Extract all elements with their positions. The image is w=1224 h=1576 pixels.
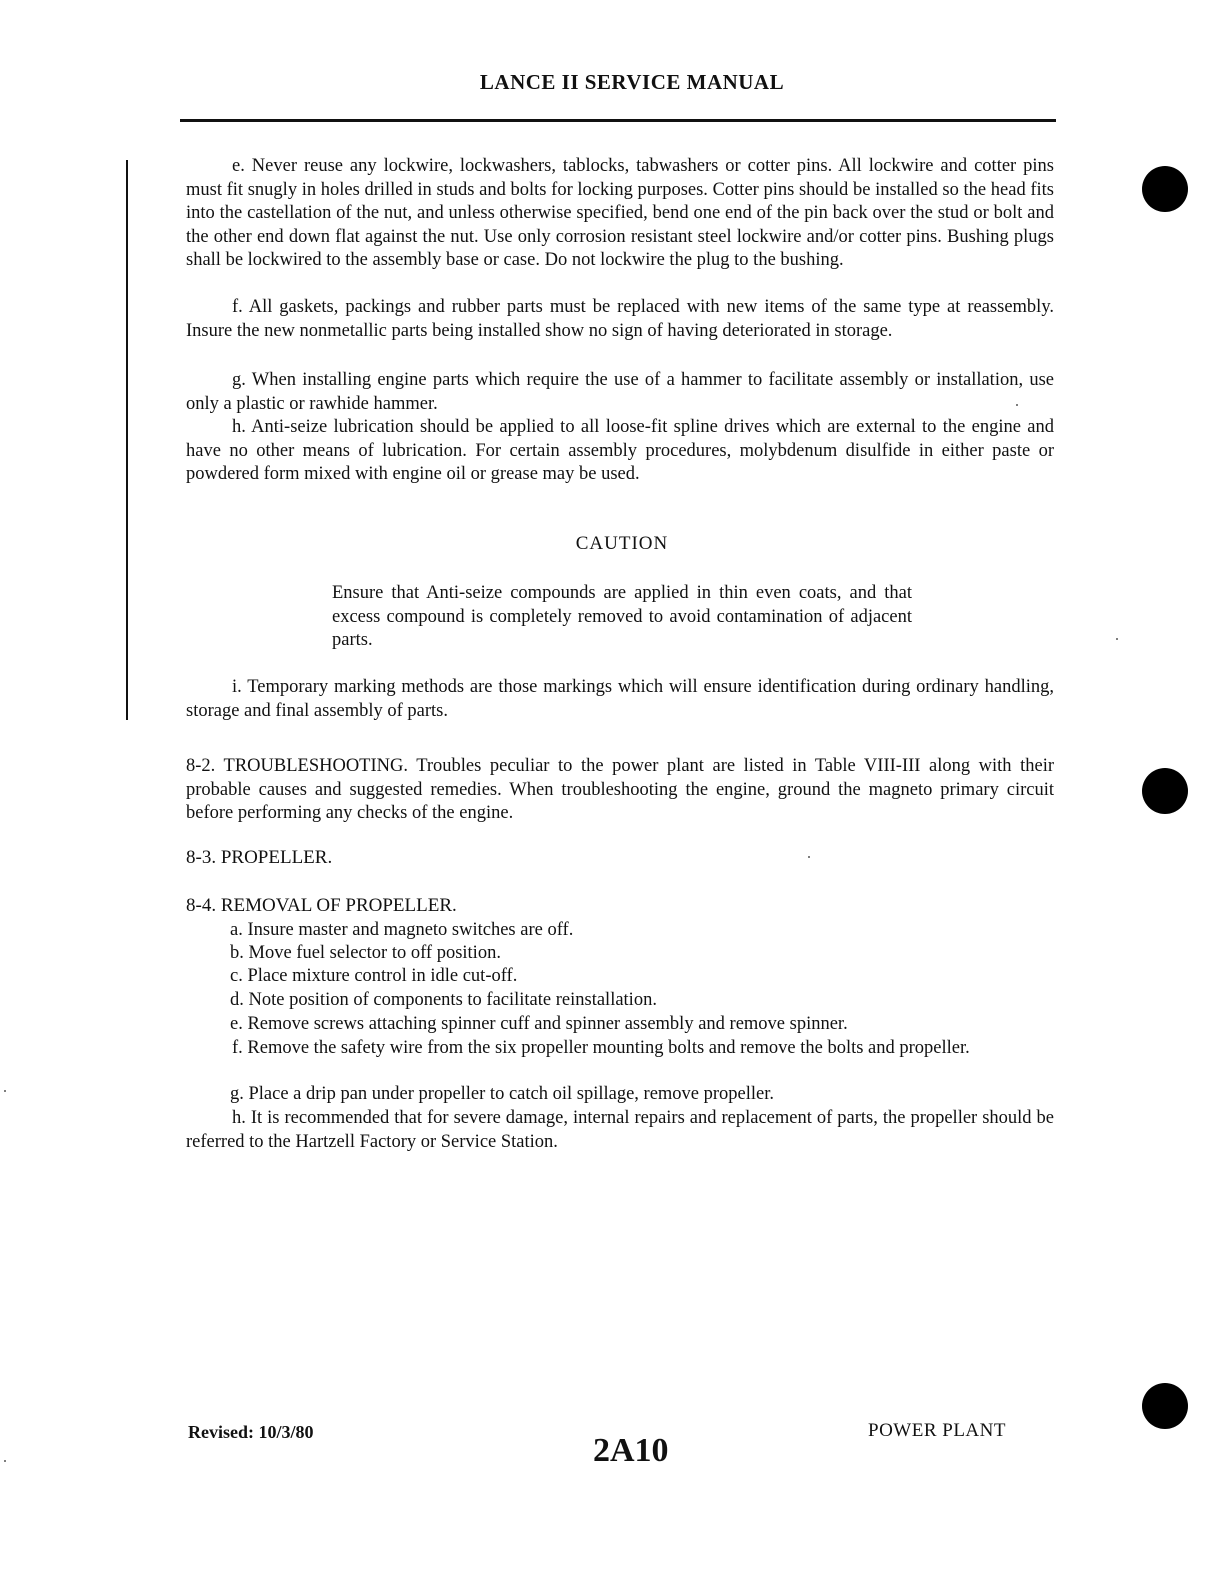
paragraph-e: e. Never reuse any lockwire, lockwashers, tablocks, tabwashers or cotter pins. All lockwire and cotter pins must fit snugly in holes drilled in studs and bolts for locking purposes. Cotter pins should be installed so the head fits into the castellation of the nut, and unless otherwise specified, bend one end of the pin back over the stud or bolt and the other end down flat against the nut. Use only corrosion resistant steel lockwire and/or cotter pins. Bushing plugs shall be lockwired to the assembly base or case. Do not lockwire the plug to the bushing. [186, 156, 1054, 270]
page-title: LANCE II SERVICE MANUAL [479, 70, 785, 94]
list-item: c. Place mixture control in idle cut-off. [230, 966, 518, 986]
paragraph-i: i. Temporary marking methods are those markings which will ensure identification during ordinary handling, storage and final assembly of parts. [186, 677, 1054, 721]
list-item: d. Note position of components to facilitate reinstallation. [230, 990, 657, 1010]
section-removal-of-propeller: 8-4. REMOVAL OF PROPELLER. [186, 895, 457, 916]
paragraph-g: g. When installing engine parts which require the use of a hammer to facilitate assembly or installation, use only a plastic or rawhide hammer. [186, 370, 1054, 414]
footer-page-code: 2A10 [593, 1432, 669, 1469]
binder-hole [1142, 166, 1188, 212]
scan-speck [4, 1460, 6, 1462]
list-item: f. Remove the safety wire from the six propeller mounting bolts and remove the bolts and propeller. [232, 1038, 970, 1058]
scan-speck [4, 1090, 6, 1092]
caution-heading: CAUTION [575, 533, 669, 554]
section-propeller: 8-3. PROPELLER. [186, 847, 333, 868]
scan-speck [1016, 404, 1018, 406]
binder-hole [1142, 1383, 1188, 1429]
change-bar [126, 160, 128, 720]
list-item: g. Place a drip pan under propeller to catch oil spillage, remove propeller. [230, 1084, 775, 1104]
list-item: e. Remove screws attaching spinner cuff and spinner assembly and remove spinner. [230, 1014, 848, 1034]
list-item: h. It is recommended that for severe damage, internal repairs and replacement of parts, the propeller should be referred to the Hartzell Factory or Service Station. [186, 1108, 1054, 1152]
header-rule [180, 119, 1056, 122]
footer-revised-date: Revised: 10/3/80 [188, 1422, 314, 1442]
list-item: b. Move fuel selector to off position. [230, 943, 501, 963]
scan-speck [1116, 638, 1118, 640]
section-troubleshooting: 8-2. TROUBLESHOOTING. Troubles peculiar to the power plant are listed in Table VIII-III along with their probable causes and suggested remedies. When troubleshooting the engine, ground the magneto primary circuit before performing any checks of the engine. [186, 756, 1054, 823]
caution-text: Ensure that Anti-seize compounds are applied in thin even coats, and that excess compound is completely removed to avoid contamination of adjacent parts. [332, 583, 912, 650]
paragraph-h: h. Anti-seize lubrication should be applied to all loose-fit spline drives which are external to the engine and have no other means of lubrication. For certain assembly procedures, molybdenum disulfide in either paste or powdered form mixed with engine oil or grease may be used. [186, 417, 1054, 484]
footer-section: POWER PLANT [868, 1420, 1006, 1441]
list-item: a. Insure master and magneto switches are off. [230, 920, 574, 940]
paragraph-f: f. All gaskets, packings and rubber parts must be replaced with new items of the same type at reassembly. Insure the new nonmetallic parts being installed show no sign of having deteriorated in storage. [186, 297, 1054, 341]
scan-speck [808, 856, 810, 858]
binder-hole [1142, 768, 1188, 814]
